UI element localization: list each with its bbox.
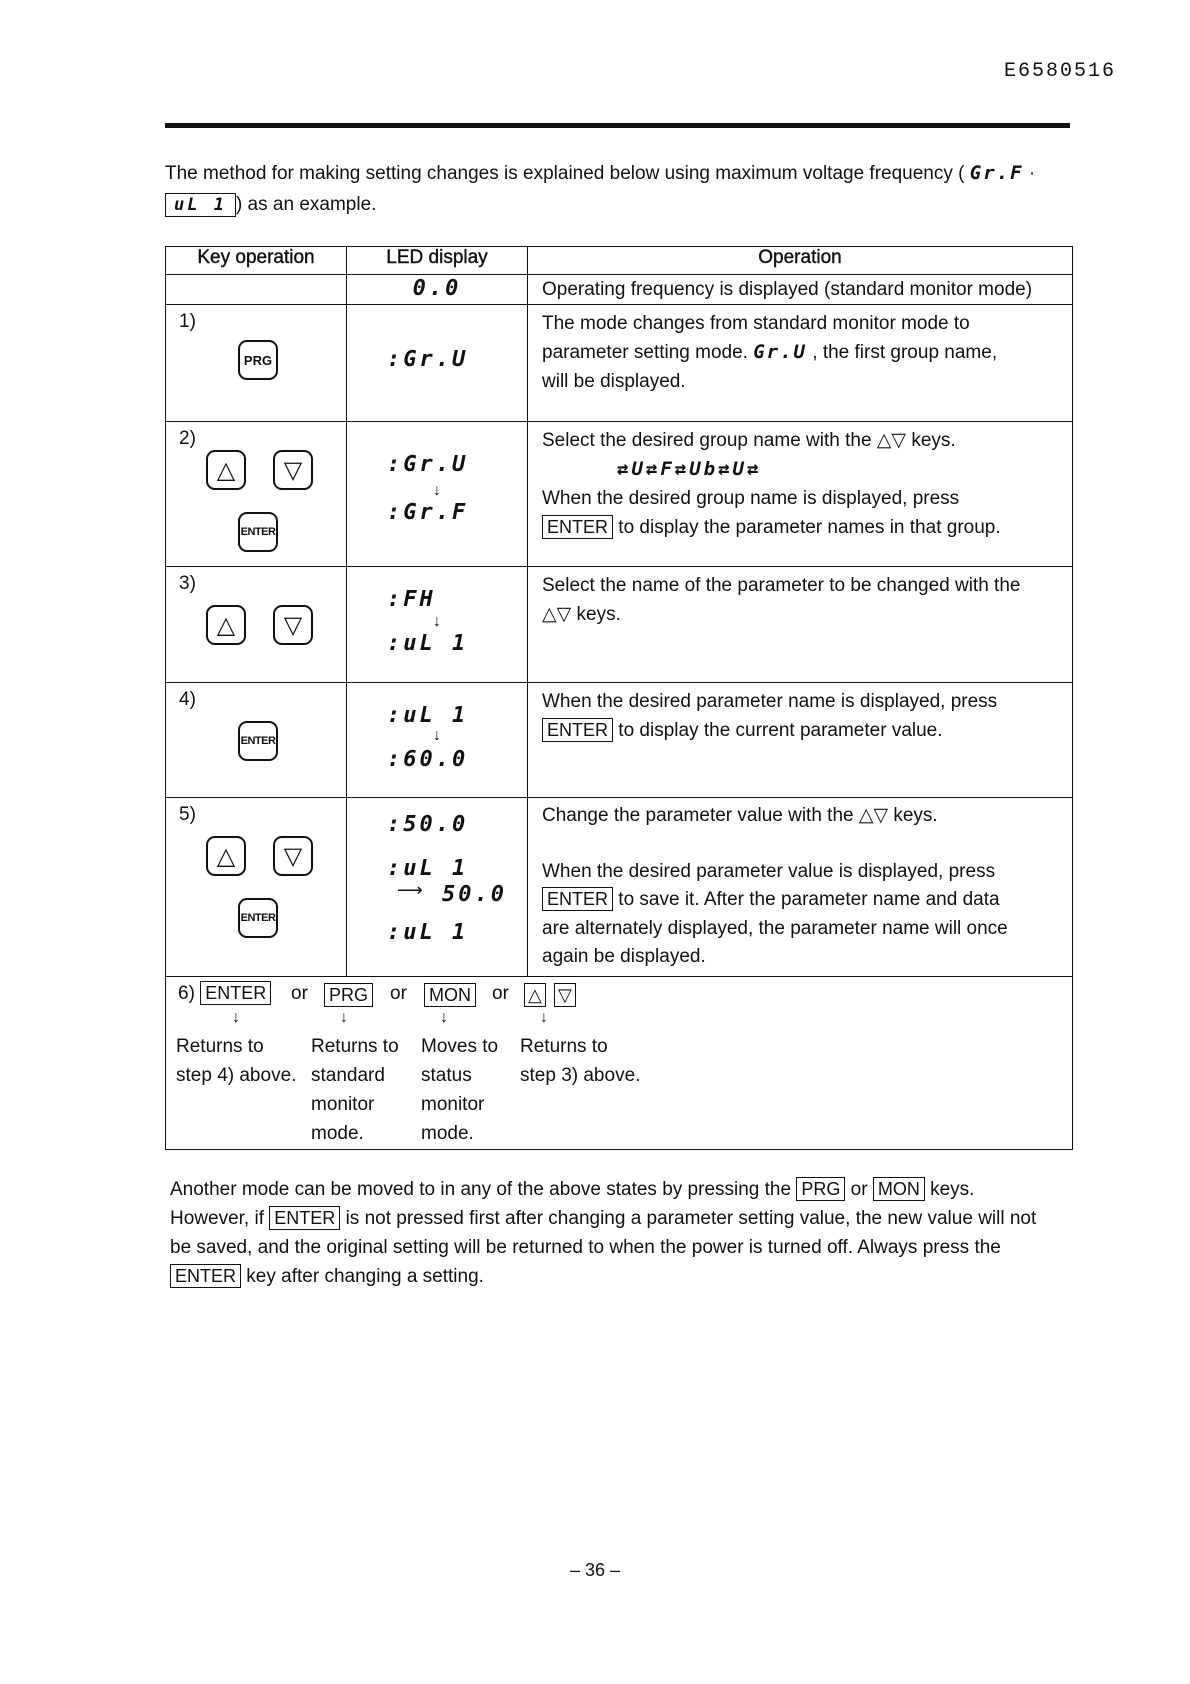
note-text: However, if — [170, 1208, 264, 1229]
led-display: :uL 1 — [387, 703, 469, 728]
table-row — [166, 567, 1073, 683]
header-operation: Operation — [528, 247, 1073, 275]
note-text: key after changing a setting. — [246, 1266, 484, 1287]
down-arrow-icon: ↓ — [440, 1008, 448, 1026]
operation-text: are alternately displayed, the parameter name will once — [542, 917, 1008, 939]
led-display: :FH — [387, 587, 436, 612]
step-number: 4) — [179, 689, 196, 710]
result-text: monitor — [311, 1093, 375, 1115]
result-text: step 4) above. — [176, 1064, 297, 1086]
down-arrow-icon: ↓ — [433, 727, 441, 744]
intro-text-end: ) as an example. — [235, 194, 377, 215]
down-key-icon: ▽ — [273, 605, 313, 645]
down-arrow-icon: ↓ — [433, 613, 441, 630]
led-display: :Gr.U — [387, 452, 469, 477]
operation-text: parameter setting mode. — [542, 342, 748, 363]
operation-text: When the desired parameter value is displayed, press — [542, 860, 996, 882]
right-arrow-icon: ⟶ — [397, 880, 423, 900]
note-text: keys. — [930, 1179, 975, 1200]
led-display: :Gr.U — [387, 347, 469, 372]
operation-text: will be displayed. — [542, 371, 686, 392]
header-key-operation: Key operation — [166, 247, 347, 275]
settings-table — [165, 246, 1073, 1150]
up-key-icon: △ — [206, 605, 246, 645]
operation-text: △▽ keys. — [542, 604, 621, 625]
operation-text: to save it. After the parameter name and data — [618, 889, 1000, 910]
step-number: 1) — [179, 311, 196, 332]
note-text: or — [850, 1179, 868, 1200]
or-text: or — [291, 982, 308, 1004]
enter-key-icon: ENTER — [238, 512, 278, 552]
table-row — [166, 683, 1073, 798]
down-key-icon: ▽ — [273, 450, 313, 490]
intro-led-group: Gr.F — [969, 162, 1024, 184]
enter-key-label: ENTER — [542, 887, 613, 911]
mon-key-label: MON — [424, 983, 476, 1007]
led-display: :50.0 — [387, 812, 469, 837]
operation-text: Select the name of the parameter to be changed with the — [542, 575, 1021, 596]
result-text: status — [421, 1064, 472, 1086]
result-text: standard — [311, 1064, 385, 1086]
intro-paragraph — [165, 158, 1075, 220]
led-display: :uL 1 — [387, 920, 469, 945]
intro-text: The method for making setting changes is explained below using maximum voltage frequency ( — [165, 163, 965, 184]
enter-key-icon: ENTER — [238, 721, 278, 761]
note-paragraph — [170, 1175, 1080, 1291]
enter-key-label: ENTER — [269, 1206, 340, 1230]
note-text: is not pressed first after changing a parameter setting value, the new value will not — [345, 1208, 1037, 1229]
led-display: 50.0 — [442, 882, 507, 907]
header-led-display: LED display — [347, 247, 528, 275]
or-text: or — [492, 982, 509, 1004]
enter-key-label: ENTER — [542, 515, 613, 539]
prg-key-label: PRG — [796, 1177, 845, 1201]
up-key-label: △ — [524, 983, 546, 1007]
operation-text: Select the desired group name with the △▽ keys. — [542, 430, 956, 451]
result-text: mode. — [311, 1122, 364, 1144]
mon-key-label: MON — [873, 1177, 925, 1201]
result-text: step 3) above. — [520, 1064, 641, 1086]
group-cycle-display: ⇄U⇄F⇄Ub⇄U⇄ — [617, 458, 762, 480]
result-text: monitor — [421, 1093, 485, 1115]
enter-key-label: ENTER — [200, 981, 271, 1005]
document-id: E6580516 — [1004, 60, 1117, 83]
table-row — [166, 976, 1073, 1149]
down-arrow-icon: ↓ — [540, 1008, 548, 1026]
operation-text: Change the parameter value with the △▽ keys. — [542, 805, 938, 826]
table-header-row — [166, 247, 1073, 275]
down-arrow-icon: ↓ — [340, 1008, 348, 1026]
enter-key-icon: ENTER — [238, 898, 278, 938]
result-text: Returns to — [176, 1035, 264, 1057]
operation-text: to display the parameter names in that group. — [618, 517, 1001, 538]
down-key-icon: ▽ — [273, 836, 313, 876]
result-text: Returns to — [520, 1035, 608, 1057]
led-display: 0.0 — [412, 276, 462, 301]
step-number: 2) — [179, 428, 196, 449]
table-row — [166, 275, 1073, 305]
down-arrow-icon: ↓ — [433, 482, 441, 499]
operation-text: When the desired parameter name is displayed, press — [542, 691, 998, 712]
step-number: 6) — [178, 982, 195, 1004]
step-number: 3) — [179, 573, 196, 594]
prg-key-label: PRG — [324, 983, 373, 1007]
table-row — [166, 798, 1073, 977]
up-key-icon: △ — [206, 836, 246, 876]
down-key-label: ▽ — [554, 983, 576, 1007]
up-key-icon: △ — [206, 450, 246, 490]
down-arrow-icon: ↓ — [232, 1008, 240, 1026]
result-text: mode. — [421, 1122, 474, 1144]
led-inline: Gr.U — [753, 341, 807, 363]
enter-key-label: ENTER — [542, 718, 613, 742]
led-display: :60.0 — [387, 747, 469, 772]
intro-separator: · — [1028, 163, 1036, 184]
operation-text: again be displayed. — [542, 946, 706, 967]
led-display: :Gr.F — [387, 500, 469, 525]
enter-key-label: ENTER — [170, 1264, 241, 1288]
operation-text: When the desired group name is displayed, press — [542, 488, 960, 509]
result-text: Returns to — [311, 1035, 399, 1057]
or-text: or — [390, 982, 407, 1004]
note-text: be saved, and the original setting will be returned to when the power is turned off. Always press the — [170, 1237, 1001, 1258]
led-display: :uL 1 — [387, 631, 469, 656]
operation-text: Operating frequency is displayed (standard monitor mode) — [528, 275, 1073, 305]
header-rule — [165, 123, 1070, 128]
intro-led-param: uL 1 — [165, 193, 236, 217]
operation-text: , the first group name, — [812, 342, 998, 363]
table-row — [166, 305, 1073, 422]
result-text: Moves to — [421, 1035, 499, 1057]
led-display: :uL 1 — [387, 856, 469, 881]
table-row — [166, 422, 1073, 567]
step-number: 5) — [179, 804, 196, 825]
note-text: Another mode can be moved to in any of the above states by pressing the — [170, 1179, 792, 1200]
operation-text: to display the current parameter value. — [618, 720, 943, 741]
page-number: – 36 – — [569, 1560, 621, 1580]
prg-key-icon: PRG — [238, 340, 278, 380]
operation-text: The mode changes from standard monitor mode to — [542, 313, 970, 334]
